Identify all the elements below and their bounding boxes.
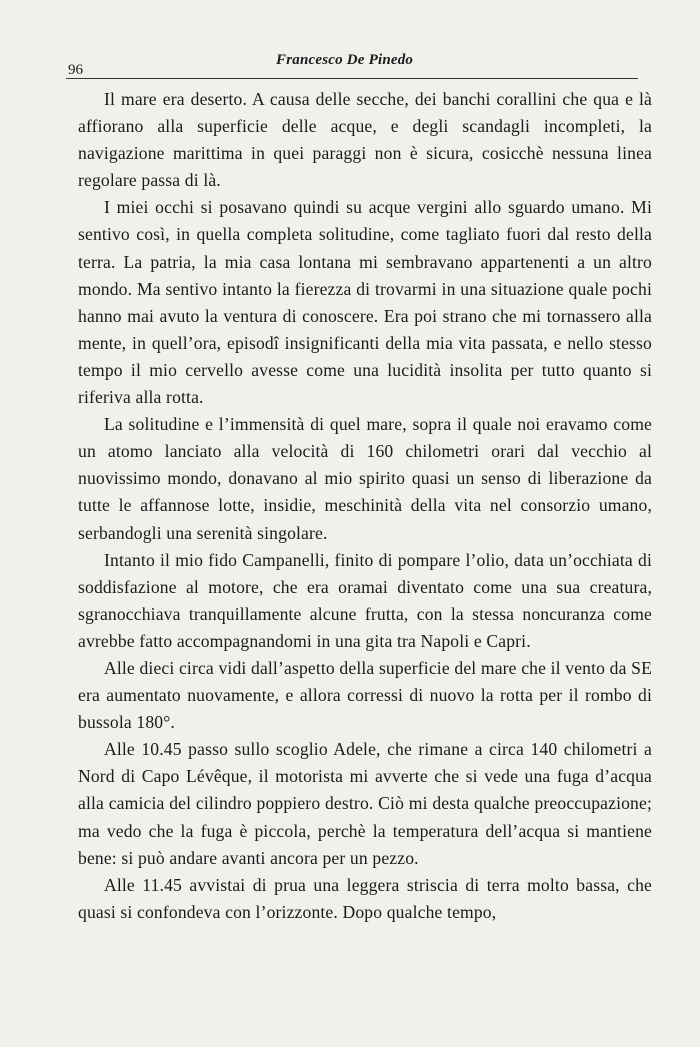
paragraph: Il mare era deserto. A causa delle secche, dei banchi corallini che qua e là affiorano alla superficie delle acque, e degli scandagli incompleti, la navigazione marittima in quei paraggi non è sicura, cosicchè nessuna linea regolare passa di là. — [78, 89, 652, 191]
header-rule — [66, 78, 638, 79]
paragraph: La solitudine e l’immensità di quel mare, sopra il quale noi eravamo come un atomo lanciato alla velocità di 160 chilometri orari dal vecchio al nuovissimo mondo, donavano al mio spirito quasi un senso di liberazione da tutte le affannose lotte, insidie, meschinità della vita nel consorzio umano, serbandogli una serenità singolare. — [78, 414, 652, 543]
running-title: Francesco De Pinedo — [276, 52, 414, 68]
paragraph: Alle 10.45 passo sullo scoglio Adele, che rimane a circa 140 chilometri a Nord di Capo Lévêque, il motorista mi avverte che si vede una fuga d’acqua alla camicia del cilindro poppiero destro. Ciò mi desta qualche preoccupazione; ma vedo che la fuga è piccola, perchè la temperatura dell’acqua si mantiene bene: si può andare avanti ancora per un pezzo. — [78, 739, 652, 868]
paragraph: I miei occhi si posavano quindi su acque vergini allo sguardo umano. Mi sentivo così, in quella completa solitudine, come tagliato fuori dal resto della terra. La patria, la mia casa lontana mi sembravano appartenenti a un altro mondo. Ma sentivo intanto la fierezza di trovarmi in una situazione quale pochi hanno mai avuto la ventura di conoscere. Era poi strano che mi tornassero alla mente, in quell’ora, episodî insignificanti della mia vita passata, e nello stesso tempo il mio cervello avesse come una lucidità insolita per tutto quanto si riferiva alla rotta. — [78, 197, 652, 408]
page-header — [66, 52, 638, 78]
paragraph: Alle dieci circa vidi dall’aspetto della superficie del mare che il vento da SE era aumentato nuovamente, e allora corressi di nuovo la rotta per il rombo di bussola 180°. — [78, 657, 652, 733]
body-text — [78, 86, 652, 926]
page-number: 96 — [68, 62, 83, 78]
paragraph: Alle 11.45 avvistai di prua una leggera striscia di terra molto bassa, che quasi si confondeva con l’orizzonte. Dopo qualche tempo, — [78, 874, 652, 922]
paragraph: Intanto il mio fido Campanelli, finito di pompare l’olio, data un’occhiata di soddisfazione al motore, che era oramai diventato come una sua creatura, sgranocchiava tranquillamente alcune frutta, con la stessa noncuranza come avrebbe fatto accompagnandomi in una gita tra Napoli e Capri. — [78, 549, 652, 651]
